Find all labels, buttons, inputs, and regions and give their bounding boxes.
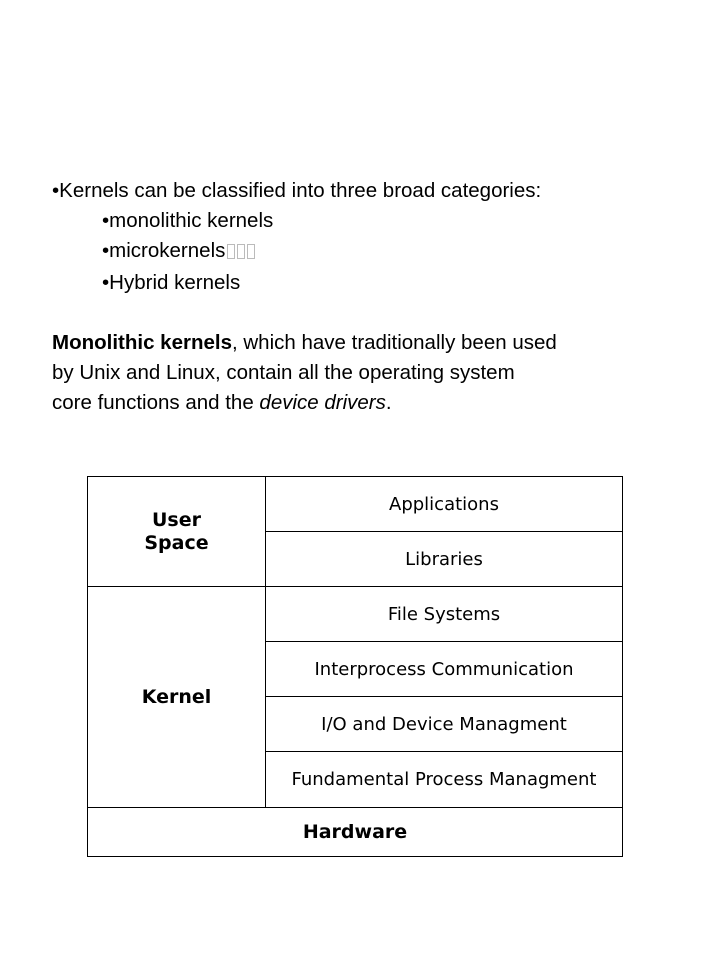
user-space-line1: User <box>151 508 201 531</box>
missing-glyph-boxes <box>227 238 257 268</box>
list-item-microkernels <box>52 236 672 268</box>
list-item-hybrid: •Hybrid kernels <box>102 271 241 294</box>
paragraph-line-2: by Unix and Linux, contain all the operating system <box>52 361 515 384</box>
monolithic-term: Monolithic kernels <box>52 331 232 354</box>
text-content <box>52 176 672 418</box>
file-systems-layer: File Systems <box>265 586 623 642</box>
list-item-label: •microkernels <box>102 239 226 262</box>
paragraph-line-3 <box>52 388 672 418</box>
applications-layer: Applications <box>265 476 623 532</box>
libraries-layer: Libraries <box>265 531 623 587</box>
ipc-layer: Interprocess Communication <box>265 641 623 697</box>
list-item-monolithic: •monolithic kernels <box>102 209 274 232</box>
process-management-layer: Fundamental Process Managment <box>265 751 623 808</box>
hardware-label: Hardware <box>87 807 623 857</box>
device-drivers-term: device drivers <box>259 391 386 414</box>
io-device-layer: I/O and Device Managment <box>265 696 623 752</box>
paragraph-text: core functions and the <box>52 391 260 414</box>
kernel-label: Kernel <box>87 586 266 808</box>
paragraph-line-1 <box>52 328 672 358</box>
user-space-line2: Space <box>144 531 209 554</box>
paragraph-text: , which have traditionally been used <box>231 331 557 354</box>
kernel-architecture-diagram <box>87 476 623 857</box>
paragraph-text: . <box>385 391 392 414</box>
categories-intro: •Kernels can be classified into three broad categories: <box>52 179 542 202</box>
user-space-label <box>87 476 266 587</box>
